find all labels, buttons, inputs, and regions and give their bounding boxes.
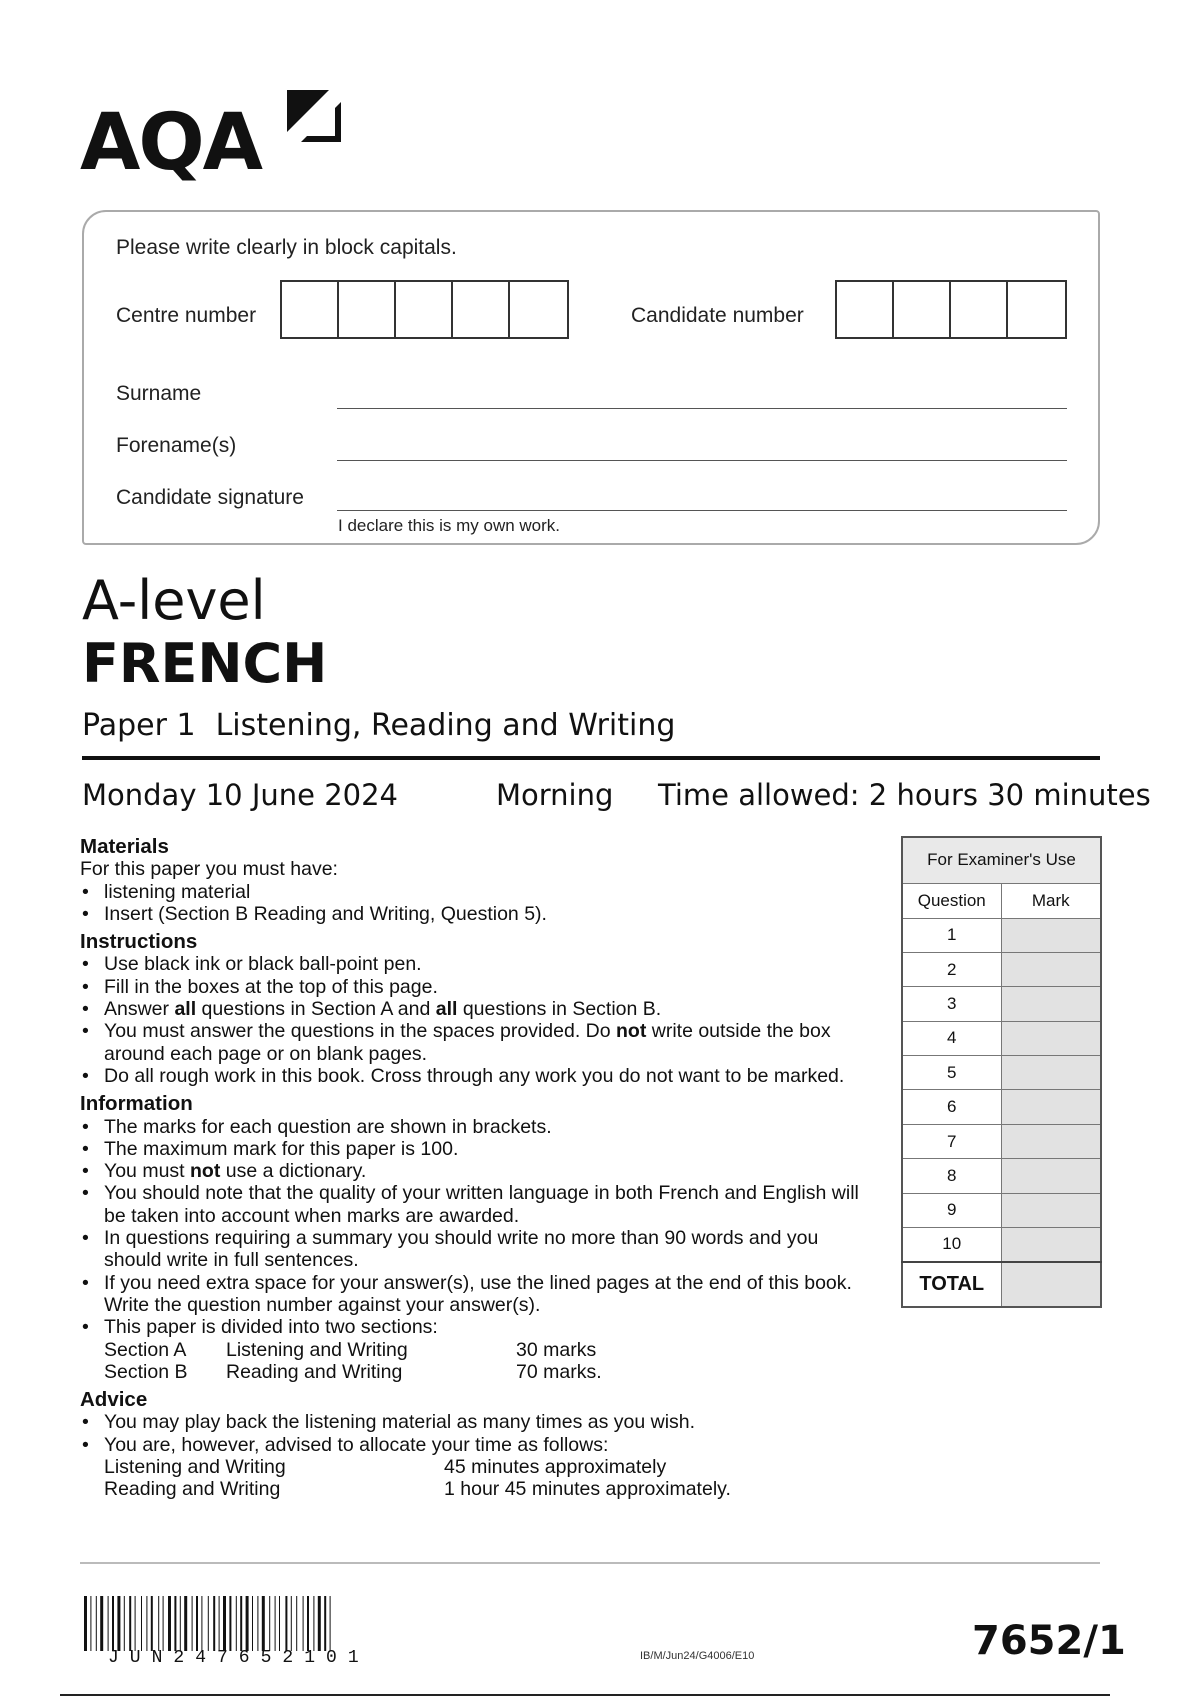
surname-label: Surname	[116, 382, 202, 405]
mark-column-header: Mark	[1001, 883, 1101, 918]
mark-cell[interactable]	[1001, 952, 1101, 986]
table-row	[902, 1159, 1101, 1193]
signature-field[interactable]	[337, 510, 1067, 511]
centre-number-cell[interactable]	[339, 282, 396, 337]
question-number: 4	[902, 1021, 1001, 1055]
barcode-bar	[129, 1596, 131, 1651]
aqa-logo	[80, 88, 350, 188]
barcode-bar	[184, 1596, 187, 1651]
table-row	[902, 1021, 1101, 1055]
barcode-bar	[252, 1596, 253, 1651]
barcode-bar	[240, 1596, 242, 1651]
allocation-part: Listening and Writing	[104, 1456, 286, 1479]
list-item: • The maximum mark for this paper is 100.	[80, 1138, 860, 1160]
barcode-bar	[117, 1596, 120, 1651]
mark-cell[interactable]	[1001, 1090, 1101, 1124]
mark-cell[interactable]	[1001, 918, 1101, 952]
candidate-details-box	[82, 210, 1100, 545]
barcode-text: JUN247652101	[108, 1648, 370, 1668]
barcode-bar	[318, 1596, 321, 1651]
barcode-bar	[279, 1596, 280, 1651]
question-number: 5	[902, 1056, 1001, 1090]
qualification-level: A-level	[82, 569, 266, 632]
emphasis: not	[616, 1020, 647, 1043]
list-item: • This paper is divided into two sections:	[80, 1316, 860, 1338]
list-item: • Do all rough work in this book. Cross through any work you do not want to be marked.	[80, 1065, 860, 1087]
materials-heading: Materials	[80, 835, 169, 858]
total-row	[902, 1262, 1101, 1307]
centre-number-cell[interactable]	[396, 282, 453, 337]
emphasis: all	[435, 998, 458, 1021]
barcode-bar	[291, 1596, 292, 1651]
barcode-bar	[180, 1596, 181, 1651]
centre-number-cell[interactable]	[282, 282, 339, 337]
section-row	[80, 1339, 860, 1361]
mark-cell[interactable]	[1001, 1159, 1101, 1193]
barcode-bar	[168, 1596, 171, 1651]
specification-code: 7652/1	[972, 1618, 1126, 1664]
mark-cell[interactable]	[1001, 1228, 1101, 1262]
instructions-list	[80, 953, 860, 1087]
text-run: questions in Section B.	[457, 998, 662, 1021]
mark-cell[interactable]	[1001, 1056, 1101, 1090]
barcode-bar	[296, 1596, 297, 1651]
section-name: Section B	[104, 1360, 188, 1383]
advice-heading: Advice	[80, 1388, 148, 1412]
materials-intro: For this paper you must have:	[80, 858, 338, 881]
question-number: 6	[902, 1090, 1001, 1124]
barcode-bar	[96, 1596, 97, 1651]
instructions-heading: Instructions	[80, 930, 198, 954]
examiner-use-table	[901, 836, 1102, 1308]
question-number: 8	[902, 1159, 1001, 1193]
section-title: Reading and Writing	[226, 1360, 403, 1383]
barcode-bar	[303, 1596, 304, 1651]
subject-title: FRENCH	[82, 632, 328, 695]
text-run: Answer	[104, 998, 175, 1021]
aqa-logo-mark-icon	[283, 88, 343, 144]
barcode-bar	[275, 1596, 276, 1651]
centre-number-cell[interactable]	[510, 282, 567, 337]
barcode-bar	[163, 1596, 164, 1651]
question-number: 2	[902, 952, 1001, 986]
declaration-text: I declare this is my own work.	[338, 516, 561, 535]
barcode-bar	[246, 1596, 249, 1651]
reference-code: IB/M/Jun24/G4006/E10	[640, 1650, 755, 1662]
list-item	[80, 998, 860, 1020]
forename-label: Forename(s)	[116, 434, 237, 457]
allocation-time: 45 minutes approximately	[444, 1456, 667, 1479]
time-allocation-row	[80, 1456, 860, 1478]
candidate-number-label: Candidate number	[631, 304, 804, 327]
forename-field[interactable]	[337, 460, 1067, 461]
barcode-bar	[141, 1596, 142, 1651]
information-list	[80, 1116, 860, 1339]
list-item: • You may play back the listening material as many times as you wish.	[80, 1411, 860, 1433]
table-row	[902, 918, 1101, 952]
question-column-header: Question	[902, 883, 1001, 918]
signature-label: Candidate signature	[116, 486, 304, 509]
total-mark-cell[interactable]	[1001, 1262, 1101, 1307]
candidate-number-boxes[interactable]	[835, 280, 1067, 339]
list-item	[80, 1160, 860, 1182]
barcode-bar	[213, 1596, 215, 1651]
barcode-bar	[192, 1596, 193, 1651]
barcode-bar	[330, 1596, 331, 1651]
question-number: 7	[902, 1124, 1001, 1158]
table-row	[902, 1124, 1101, 1158]
text-run: You must answer the questions in the spaces provided. Do	[104, 1020, 616, 1043]
barcode-bar	[100, 1596, 103, 1651]
barcode-bar	[151, 1596, 153, 1651]
text-run: use a dictionary.	[220, 1160, 367, 1183]
list-item: • Insert (Section B Reading and Writing, Question 5).	[80, 903, 860, 925]
barcode-bar	[229, 1596, 231, 1651]
barcode-bar	[208, 1596, 209, 1651]
mark-cell[interactable]	[1001, 987, 1101, 1021]
information-heading: Information	[80, 1092, 193, 1116]
section-row	[80, 1361, 860, 1383]
barcode-bar	[262, 1596, 265, 1651]
section-marks: 70 marks.	[516, 1360, 602, 1383]
exam-date: Monday 10 June 2024	[82, 778, 398, 812]
text-run: You must	[104, 1160, 190, 1183]
table-row	[902, 1228, 1101, 1262]
page-bottom-rule	[60, 1694, 1110, 1696]
section-marks: 30 marks	[516, 1338, 597, 1361]
mark-cell[interactable]	[1001, 1193, 1101, 1227]
mark-cell[interactable]	[1001, 1021, 1101, 1055]
paper-title	[82, 708, 675, 743]
list-item: • You are, however, advised to allocate your time as follows:	[80, 1434, 860, 1456]
barcode-bar	[307, 1596, 309, 1651]
materials-list	[80, 881, 860, 926]
barcode-bar	[112, 1596, 114, 1651]
candidate-number-cell[interactable]	[837, 282, 894, 337]
emphasis: all	[174, 998, 197, 1021]
allocation-part: Reading and Writing	[104, 1478, 281, 1501]
barcode-bar	[223, 1596, 226, 1651]
centre-number-label: Centre number	[116, 304, 257, 327]
section-title: Listening and Writing	[226, 1338, 408, 1361]
block-capitals-instruction: Please write clearly in block capitals.	[116, 236, 457, 259]
barcode-bar	[84, 1596, 87, 1651]
time-allowed: Time allowed: 2 hours 30 minutes	[658, 778, 1151, 812]
barcode-bar	[146, 1596, 147, 1651]
text-run: questions in Section A and	[196, 998, 436, 1021]
question-number: 3	[902, 987, 1001, 1021]
barcode-bar	[90, 1596, 91, 1651]
barcode-bar	[257, 1596, 258, 1651]
allocation-time: 1 hour 45 minutes approximately.	[444, 1478, 731, 1501]
aqa-logo-text: AQA	[80, 98, 262, 188]
barcode-bar	[201, 1596, 202, 1651]
barcode-bar	[135, 1596, 136, 1651]
text-run: write outside the box around each page or on blank pages.	[104, 1020, 831, 1065]
barcode-bar	[269, 1596, 270, 1651]
list-item: • Fill in the boxes at the top of this page.	[80, 976, 860, 998]
list-item: • listening material	[80, 881, 860, 903]
candidate-number-cell[interactable]	[894, 282, 951, 337]
footer-divider	[80, 1562, 1100, 1564]
barcode-bar	[174, 1596, 176, 1651]
emphasis: not	[190, 1160, 221, 1183]
exam-information-column	[80, 836, 860, 1501]
section-name: Section A	[104, 1338, 187, 1361]
barcode-bar	[219, 1596, 220, 1651]
barcode-bar	[236, 1596, 237, 1651]
paper-name: Listening, Reading and Writing	[215, 708, 676, 743]
list-item: • If you need extra space for your answer(s), use the lined pages at the end of this book. Write the question number against your answer(s).	[80, 1272, 860, 1317]
exam-session: Morning	[496, 778, 614, 812]
title-divider	[82, 756, 1100, 760]
barcode-bar	[124, 1596, 125, 1651]
question-number: 9	[902, 1193, 1001, 1227]
list-item: • In questions requiring a summary you should write no more than 90 words and you should write in full sentences.	[80, 1227, 860, 1272]
barcode-bar	[324, 1596, 326, 1651]
list-item: • The marks for each question are shown in brackets.	[80, 1116, 860, 1138]
barcode-bar	[108, 1596, 109, 1651]
barcode-bar	[285, 1596, 287, 1651]
table-row	[902, 987, 1101, 1021]
question-number: 1	[902, 918, 1001, 952]
table-row	[902, 1193, 1101, 1227]
mark-cell[interactable]	[1001, 1124, 1101, 1158]
barcode-bar	[313, 1596, 314, 1651]
table-row	[902, 1056, 1101, 1090]
barcode-bar	[196, 1596, 198, 1651]
list-item: • You should note that the quality of your written language in both French and English will be taken into account when marks are awarded.	[80, 1182, 860, 1227]
candidate-number-cell[interactable]	[1008, 282, 1065, 337]
surname-field[interactable]	[337, 408, 1067, 409]
list-item: • Use black ink or black ball-point pen.	[80, 953, 860, 975]
list-item	[80, 1020, 860, 1065]
advice-list	[80, 1411, 860, 1456]
table-row	[902, 1090, 1101, 1124]
barcode-icon	[84, 1596, 474, 1651]
table-row	[902, 952, 1101, 986]
centre-number-cell[interactable]	[453, 282, 510, 337]
barcode-bar	[158, 1596, 159, 1651]
candidate-number-cell[interactable]	[951, 282, 1008, 337]
question-number: 10	[902, 1228, 1001, 1262]
time-allocation-row	[80, 1478, 860, 1500]
paper-number: Paper 1	[82, 708, 196, 743]
examiner-table-title: For Examiner's Use	[902, 837, 1101, 883]
centre-number-boxes[interactable]	[280, 280, 569, 339]
total-label: TOTAL	[902, 1262, 1001, 1307]
